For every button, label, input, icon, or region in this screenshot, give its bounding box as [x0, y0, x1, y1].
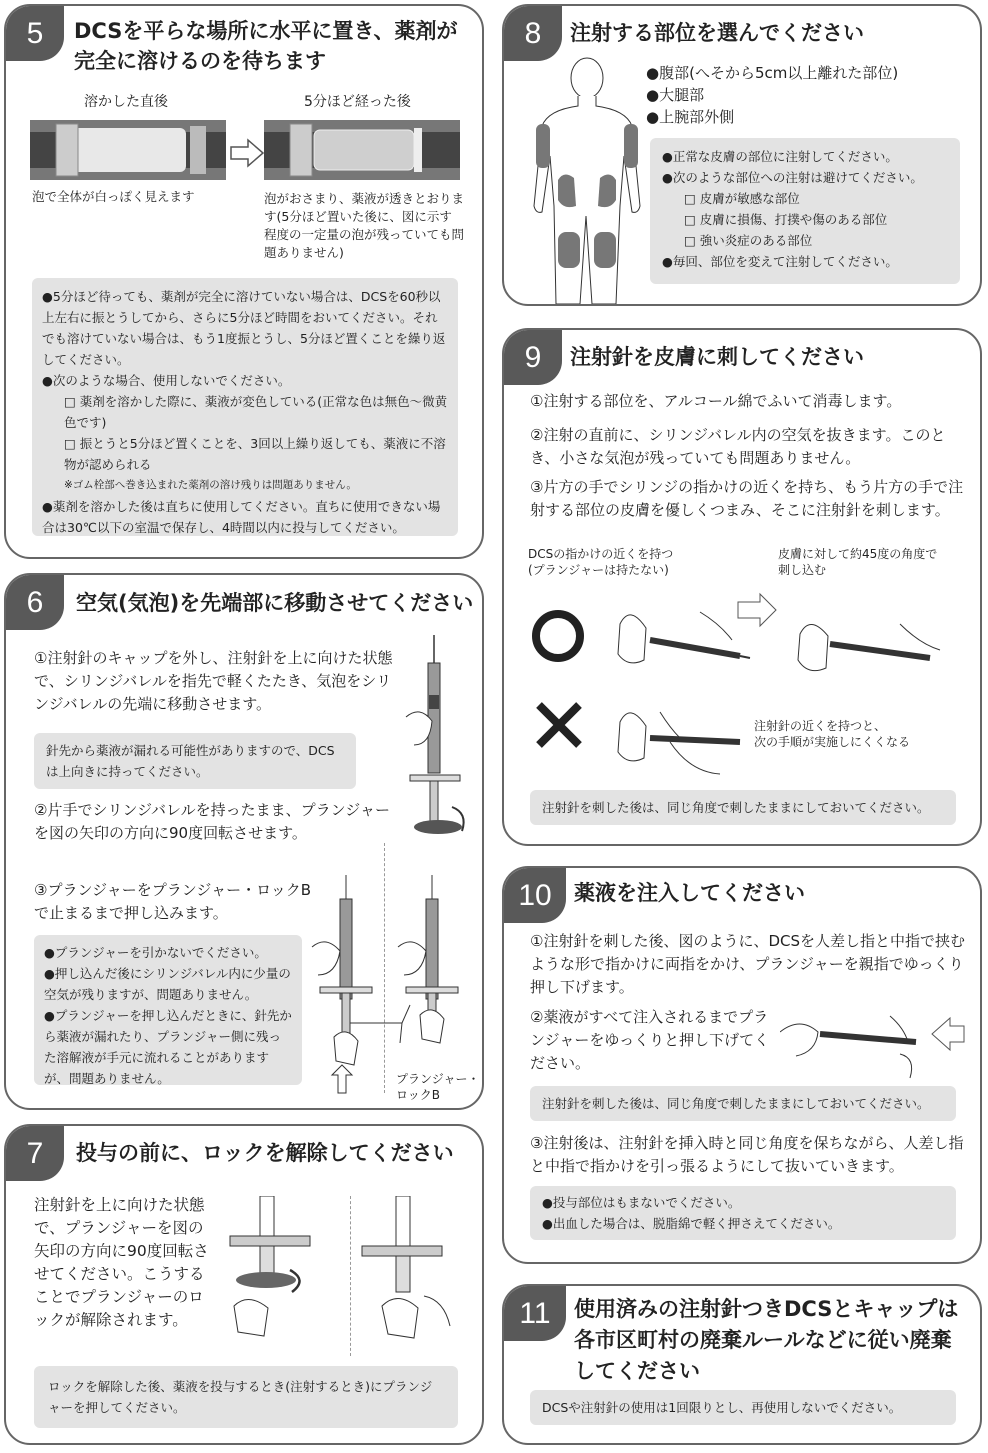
lock-released-illustration — [358, 1196, 468, 1346]
section-title: 空気(気泡)を先端部に移動させてください — [76, 591, 474, 615]
step-6-note: 針先から薬液が漏れる可能性がありますので、DCSは上向きに持ってください。 — [34, 733, 356, 789]
step-10-3: ③注射後は、注射針を挿入時と同じ角度を保ちながら、人差し指と中指で指かけを引っ張るようにして抜いていきます。 — [530, 1134, 964, 1175]
section-8-notes: ●正常な皮膚の部位に注射してください。 ●次のような部位への注射は避けてください。 □ 皮膚が敏感な部位 □ 皮膚に損傷、打撲や傷のある部位 □ 強い炎症のある部位 ●毎回、部位を変えて注射してください。 — [650, 138, 960, 284]
caption-45-degree: 皮膚に対して約45度の角度で 刺し込む — [778, 547, 938, 577]
step-number: 5 — [6, 6, 64, 61]
incorrect-grip-illustration — [600, 682, 750, 782]
site-abdomen: ●腹部(へそから5cm以上離れた部位) — [646, 64, 899, 82]
step-7-text: 注射針を上に向けた状態で、プランジャーを図の矢印の方向に90度回転させてください。こうすることでプランジャーのロックが解除されます。 — [34, 1196, 209, 1329]
section-title: 投与の前に、ロックを解除してください — [76, 1141, 454, 1165]
syringe-bubbly-illustration — [30, 114, 226, 186]
step-10-bullets: ●投与部位はもまないでください。 ●出血した場合は、脱脂綿で軽く押さえてください。 — [530, 1186, 956, 1240]
step-6-2: ②片手でシリンジバレルを持ったまま、プランジャーを図の矢印の方向に90度回転させます。 — [34, 801, 390, 842]
step-7-note: ロックを解除した後、薬液を投与するとき(注射するとき)にプランジャーを押してください。 — [34, 1366, 458, 1428]
section-title: 注射針を皮膚に刺してください — [570, 345, 864, 369]
section-9 — [502, 328, 982, 846]
caption-clear: 泡がおさまり、薬液が透きとおります(5分ほど置いた後に、図に示す程度の一定量の泡が残っていても問題ありません) — [264, 191, 465, 260]
step-10-1: ①注射針を刺した後、図のように、DCSを人差し指と中指で挟むような形で指かけに両指をかけ、プランジャーを親指でゆっくり押し下げます。 — [530, 932, 965, 996]
caption-bubbly: 泡で全体が白っぽく見えます — [32, 189, 195, 204]
label-just-dissolved: 溶かした直後 — [84, 94, 168, 110]
step-number: 8 — [504, 6, 562, 61]
step-11-note: DCSや注射針の使用は1回限りとし、再使用しないでください。 — [530, 1390, 956, 1425]
syringe-hand-illustration — [402, 635, 472, 855]
section-5 — [4, 4, 484, 559]
section-title: DCSを平らな場所に水平に置き、薬剤が 完全に溶けるのを待ちます — [74, 19, 458, 73]
divider — [350, 1196, 351, 1356]
right-arrow-icon — [230, 138, 264, 168]
section-8 — [502, 4, 982, 306]
caption-hold-near-needle: 注射針の近くを持つと、 次の手順が実施しにくくなる — [754, 719, 911, 749]
section-title: 使用済みの注射針つきDCSとキャップは 各市区町村の廃棄ルールなどに従い廃棄 してください — [574, 1297, 959, 1383]
correct-grip-illustration — [600, 584, 960, 694]
correct-circle-icon — [530, 608, 586, 664]
section-11 — [502, 1284, 982, 1445]
site-upper-arm: ●上腕部外側 — [646, 108, 735, 126]
section-6 — [4, 573, 484, 1110]
step-6-1: ①注射針のキャップを外し、注射針を上に向けた状態で、シリンジバレルを指先で軽くたたき、気泡をシリンジバレルの先端に移動させます。 — [34, 649, 393, 713]
step-number: 6 — [6, 575, 64, 630]
incorrect-cross-icon — [534, 700, 584, 750]
lock-b-label: プランジャー・ ロックB — [396, 1072, 480, 1102]
step-9-note: 注射針を刺した後は、同じ角度で刺したままにしておいてください。 — [530, 790, 956, 825]
syringe-clear-illustration — [264, 114, 460, 186]
step-6-bullets: ●プランジャーを引かないでください。 ●押し込んだ後にシリンジバレル内に少量の空気が残りますが、問題ありません。 ●プランジャーを押し込んだときに、針先から薬液が漏れたり、プランジャー側に残った溶解液が手元に流れることがありますが、問題ありません。 — [34, 935, 302, 1085]
step-number: 9 — [504, 330, 562, 385]
step-number: 7 — [6, 1126, 64, 1181]
inject-push-illustration — [780, 992, 966, 1092]
step-9-2: ②注射の直前に、シリンジバレル内の空気を抜きます。このとき、小さな気泡が残っていても問題ありません。 — [530, 426, 946, 467]
step-9-1: ①注射する部位を、アルコール綿でふいて消毒します。 — [530, 392, 902, 410]
plunger-rotate-illustration — [220, 1196, 340, 1346]
section-title: 注射する部位を選んでください — [570, 21, 864, 45]
step-10-2: ②薬液がすべて注入されるまでプランジャーをゆっくりと押し下げてください。 — [530, 1008, 770, 1072]
label-after-5min: 5分ほど経った後 — [304, 94, 411, 110]
section-7 — [4, 1124, 484, 1445]
step-6-3: ③プランジャーをプランジャー・ロックBで止まるまで押し込みます。 — [34, 881, 312, 922]
step-number: 10 — [504, 868, 566, 923]
site-thigh: ●大腿部 — [646, 86, 705, 104]
section-5-notes: ●5分ほど待っても、薬剤が完全に溶けていない場合は、DCSを60秒以上左右に振とうしてから、さらに5分ほど時間をおいてください。それでも溶けていない場合は、もう1度振とうし、5分ほど置くことを繰り返してください。 ●次のような場合、使用しないでください。 □ 薬剤を溶かした際に、薬液が変色している(正常な色は無色～微黄色です) □ 振とうと5分ほど置くことを、3回以上繰り返しても、薬液に不溶物が認められる ※ゴム栓部へ巻き込まれた薬剤の溶け残りは問題ありません。 ●薬剤を溶かした後は直ちに使用してください。直ちに使用できない場合は30℃以下の室温で保存し、4時間以内に投与してください。 — [32, 278, 458, 536]
step-number: 11 — [504, 1286, 566, 1341]
body-injection-sites-illustration — [528, 56, 646, 304]
step-10-note: 注射針を刺した後は、同じ角度で刺したままにしておいてください。 — [530, 1086, 956, 1121]
caption-hold-near-flange: DCSの指かけの近くを持つ (プランジャーは持たない) — [528, 547, 674, 577]
step-9-3: ③片方の手でシリンジの指かけの近くを持ち、もう片方の手で注射する部位の皮膚を優しくつまみ、そこに注射針を刺します。 — [530, 478, 964, 519]
section-title: 薬液を注入してください — [574, 881, 805, 905]
section-10 — [502, 866, 982, 1264]
